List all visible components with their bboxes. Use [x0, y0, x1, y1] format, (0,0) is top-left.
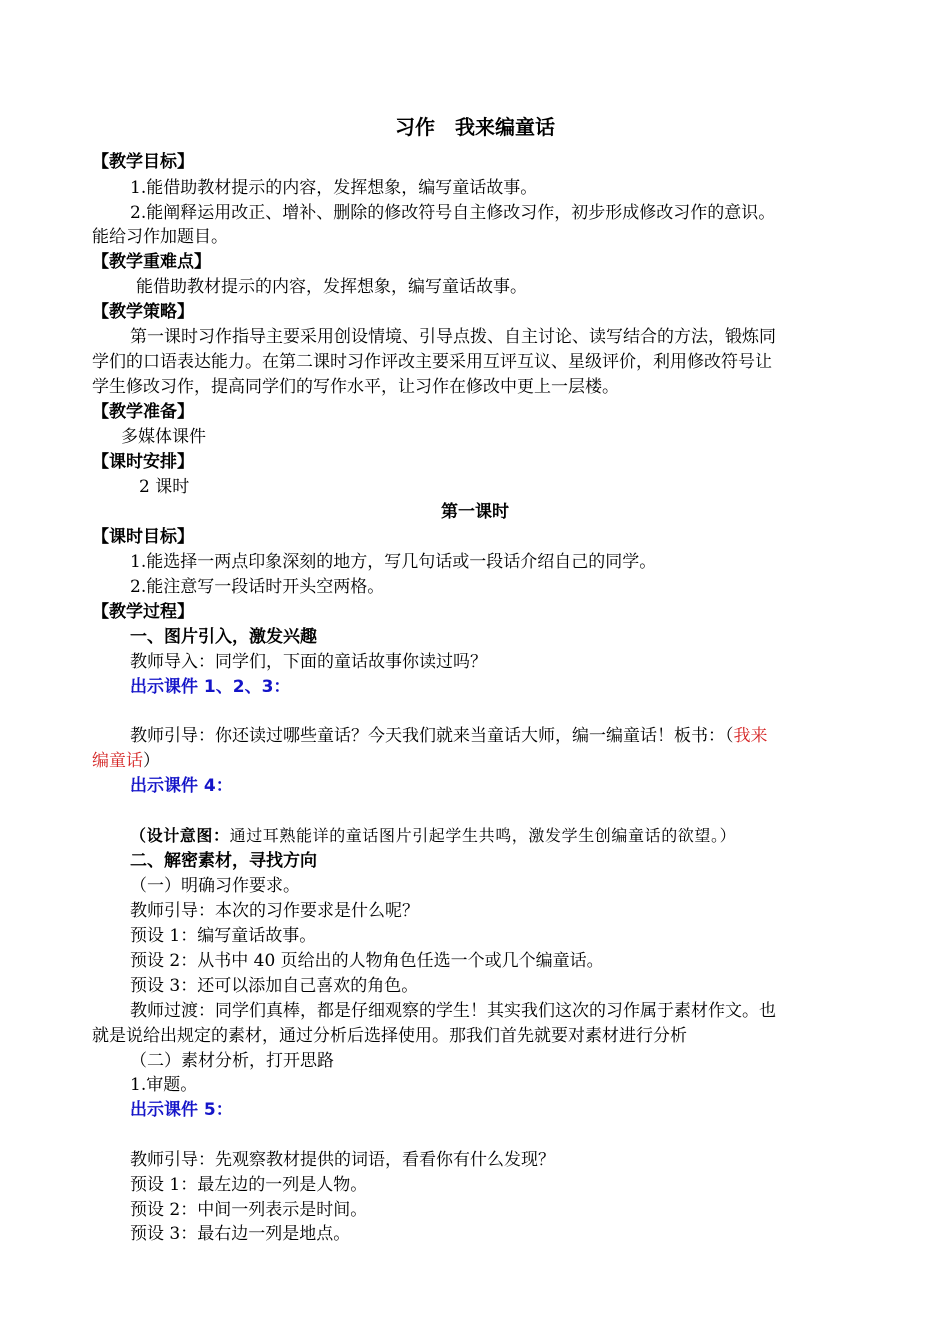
design-intent	[130, 824, 900, 848]
step-1: 1.审题。	[130, 1075, 198, 1095]
objective-2-line-1: 2.能阐释运用改正、增补、删除的修改符号自主修改习作，初步形成修改习作的意识。	[130, 203, 776, 223]
schedule-heading: 【课时安排】	[92, 452, 194, 472]
preset-1: 预设 1：编写童话故事。	[130, 926, 317, 946]
section-1-title: 一、图片引入，激发兴趣	[130, 627, 317, 647]
teacher-transition-line-2: 就是说给出规定的素材，通过分析后选择使用。那我们首先就要对素材进行分析	[92, 1026, 687, 1046]
document-title: 习作 我来编童话	[395, 115, 555, 139]
subsection-2: （二）素材分析，打开思路	[130, 1051, 334, 1071]
objective-1: 1.能借助教材提示的内容，发挥想象，编写童话故事。	[130, 178, 538, 198]
board-writing-close: ）	[143, 751, 160, 771]
show-slides-1: 出示课件 1、2、3：	[130, 677, 291, 697]
teacher-guide-3: 教师引导：先观察教材提供的词语，看看你有什么发现？	[130, 1150, 555, 1170]
lesson-goal-2: 2.能注意写一段话时开头空两格。	[130, 577, 385, 597]
teacher-guide-1-line-2	[92, 749, 862, 773]
objective-2-line-2: 能给习作加题目。	[92, 227, 228, 247]
board-writing-part-2: 编童话	[92, 751, 143, 771]
subsection-1: （一）明确习作要求。	[130, 876, 300, 896]
objectives-heading: 【教学目标】	[92, 152, 194, 172]
lesson-goals-heading: 【课时目标】	[92, 527, 194, 547]
schedule-text: 2 课时	[139, 477, 190, 497]
design-intent-text: 通过耳熟能详的童话图片引起学生共鸣，激发学生创编童话的欲望。）	[229, 826, 737, 845]
strategy-line-1: 第一课时习作指导主要采用创设情境、引导点拨、自主讨论、读写结合的方法，锻炼同	[130, 327, 776, 347]
teacher-guide-1-text: 教师引导：你还读过哪些童话？今天我们就来当童话大师，编一编童话！板书：（	[130, 726, 734, 746]
key-points-text: 能借助教材提示的内容，发挥想象，编写童话故事。	[136, 277, 527, 297]
process-heading: 【教学过程】	[92, 602, 194, 622]
preparation-text: 多媒体课件	[121, 427, 206, 447]
preset-middle-column: 预设 2：中间一列表示是时间。	[130, 1200, 368, 1220]
preset-left-column: 预设 1：最左边的一列是人物。	[130, 1175, 368, 1195]
board-writing-part-1: 我来	[733, 726, 768, 746]
design-intent-label: （设计意图：	[130, 826, 230, 845]
teacher-guide-2: 教师引导：本次的习作要求是什么呢？	[130, 901, 419, 921]
key-points-heading: 【教学重难点】	[92, 252, 211, 272]
teacher-guide-1-line-1	[130, 724, 900, 748]
show-slides-3: 出示课件 5：	[130, 1100, 233, 1120]
teacher-intro: 教师导入：同学们，下面的童话故事你读过吗？	[130, 652, 487, 672]
lesson-title: 第一课时	[441, 502, 509, 522]
strategy-line-2: 学们的口语表达能力。在第二课时习作评改主要采用互评互议、星级评价，利用修改符号让	[92, 352, 772, 372]
preset-3: 预设 3：还可以添加自己喜欢的角色。	[130, 976, 419, 996]
strategy-heading: 【教学策略】	[92, 302, 194, 322]
show-slides-2: 出示课件 4：	[130, 776, 233, 796]
preparation-heading: 【教学准备】	[92, 402, 194, 422]
teacher-transition-line-1: 教师过渡：同学们真棒，都是仔细观察的学生！其实我们这次的习作属于素材作文。也	[130, 1001, 776, 1021]
section-2-title: 二、解密素材，寻找方向	[130, 851, 317, 871]
preset-right-column: 预设 3：最右边一列是地点。	[130, 1224, 351, 1244]
strategy-line-3: 学生修改习作，提高同学们的写作水平，让习作在修改中更上一层楼。	[92, 377, 619, 397]
preset-2: 预设 2：从书中 40 页给出的人物角色任选一个或几个编童话。	[130, 951, 604, 971]
lesson-goal-1: 1.能选择一两点印象深刻的地方，写几句话或一段话介绍自己的同学。	[130, 552, 657, 572]
